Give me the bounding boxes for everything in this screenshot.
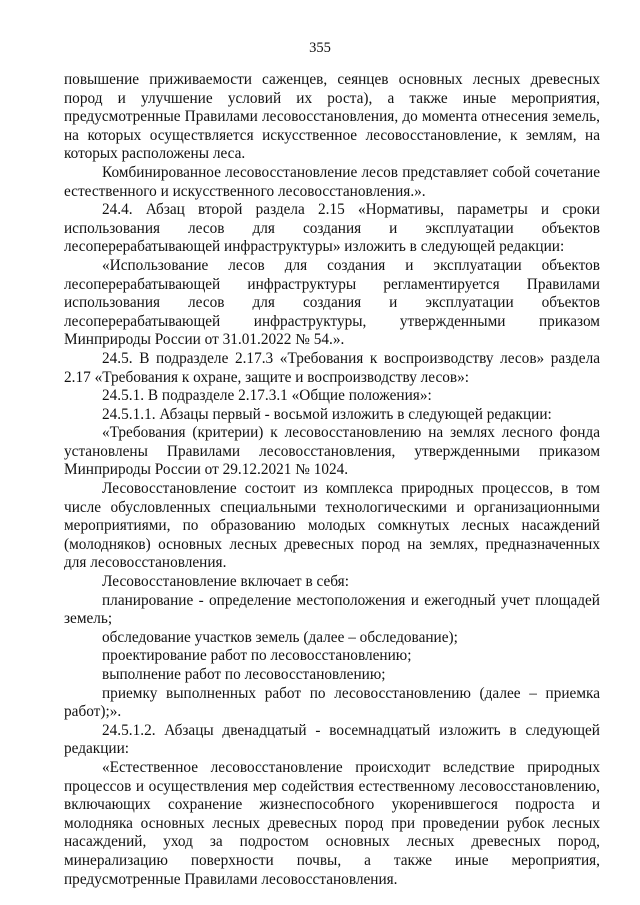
paragraph: Комбинированное лесовосстановление лесов представляет собой сочетание естественного и искусственного лесовосстановления.». (64, 163, 600, 200)
paragraph: 24.4. Абзац второй раздела 2.15 «Нормативы, параметры и сроки использования лесов для создания и эксплуатации объектов лесоперерабатывающей инфраструктуры» изложить в следующей редакции: (64, 201, 600, 256)
paragraph: приемку выполненных работ по лесовосстановлению (далее – приемка работ);». (64, 684, 600, 721)
paragraph: «Использование лесов для создания и эксплуатации объектов лесоперерабатывающей инфраструктуры регламентируется Правилами использования лесов для создания и эксплуатации объектов лесоперерабатывающей инфраструктуры, утвержденными приказом Минприроды России от 31.01.2022 № 54.». (64, 256, 600, 349)
paragraph: 24.5.1.1. Абзацы первый - восьмой изложить в следующей редакции: (102, 405, 552, 423)
page-number: 355 (309, 40, 331, 56)
paragraph: 24.5.1.2. Абзацы двенадцатый - восемнадцатый изложить в следующей редакции: (64, 721, 600, 758)
document-body (64, 71, 600, 889)
paragraph: повышение приживаемости саженцев, сеянцев основных лесных древесных пород и улучшение условий их роста), а также иные мероприятия, предусмотренные Правилами лесовосстановления, до момента отнесения земель, на которых осуществляется искусственное лесовосстановление, к землям, на которых расположены леса. (64, 71, 600, 163)
paragraph: 24.5. В подразделе 2.17.3 «Требования к воспроизводству лесов» раздела 2.17 «Требования к охране, защите и воспроизводству лесов»: (64, 349, 600, 386)
paragraph: выполнение работ по лесовосстановлению; (102, 666, 386, 683)
paragraph: планирование - определение местоположения и ежегодный учет площадей земель; (64, 591, 600, 628)
paragraph: проектирование работ по лесовосстановлению; (102, 647, 412, 665)
paragraph: 24.5.1. В подразделе 2.17.3.1 «Общие положения»: (102, 387, 432, 405)
paragraph: «Требования (критерии) к лесовосстановлению на землях лесного фонда установлены Правилами лесовосстановления, утвержденными приказом Минприроды России от 29.12.2021 № 1024. (64, 424, 600, 479)
paragraph: обследование участков земель (далее – обследование); (102, 628, 458, 646)
paragraph: Лесовосстановление включает в себя: (102, 573, 349, 591)
paragraph: «Естественное лесовосстановление происходит вследствие природных процессов и осуществления мер содействия естественному лесовосстановлению, включающих сохранение жизнеспособного укоренившегося подроста и молодняка основных лесных древесных пород при проведении рубок лесных насаждений, уход за подростом основных лесных древесных пород, минерализацию поверхности почвы, а также иные мероприятия, предусмотренные Правилами лесовосстановления. (64, 758, 600, 888)
paragraph: Лесовосстановление состоит из комплекса природных процессов, в том числе обусловленных специальными технологическими и организационными мероприятиями, по образованию молодых сомкнутых лесных насаждений (молодняков) основных лесных древесных пород на землях, предназначенных для лесовосстановления. (64, 480, 600, 572)
